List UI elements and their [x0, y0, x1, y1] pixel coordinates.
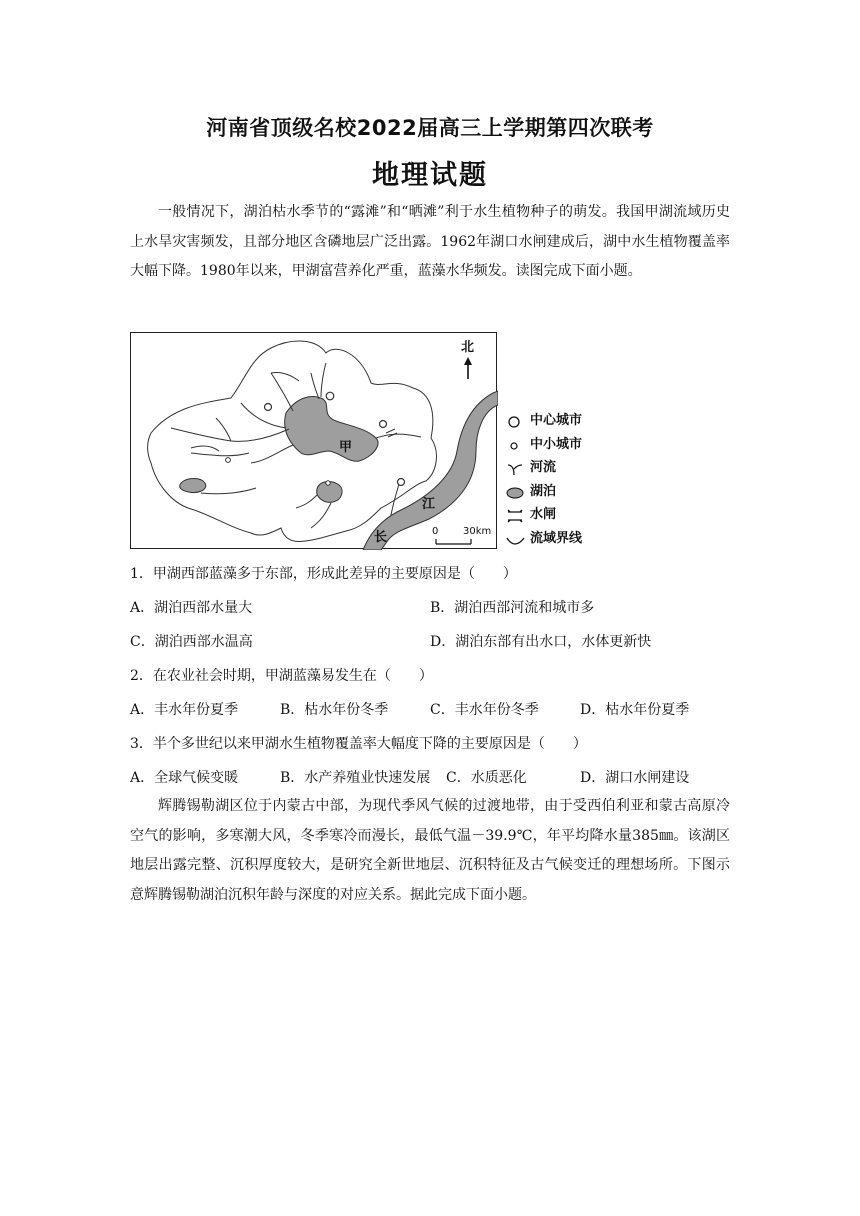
river-7 — [311, 373, 319, 399]
legend-item — [506, 483, 616, 507]
question-2-option-d: D．枯水年份夏季 — [580, 702, 690, 718]
scale-label: 30km — [463, 526, 492, 537]
river-6 — [271, 373, 293, 411]
sluice — [386, 429, 397, 437]
river-4 — [241, 403, 286, 428]
central-city — [265, 404, 272, 411]
legend-item — [506, 506, 616, 530]
question-1-option-c: C．湖泊西部水温高 — [130, 634, 253, 650]
central-city — [398, 479, 405, 486]
exam-title: 河南省顶级名校2022届高三上学期第四次联考 — [206, 116, 654, 140]
legend-label: 中小城市 — [530, 436, 583, 452]
legend-label: 河流 — [530, 460, 557, 475]
north-arrowhead — [464, 357, 472, 365]
lake-label: 甲 — [339, 440, 353, 455]
small-city — [326, 481, 330, 485]
river-label-jiang: 江 — [422, 497, 436, 512]
small-circle-icon — [506, 438, 526, 454]
sluice-icon — [506, 508, 526, 524]
river-8 — [321, 363, 326, 397]
question-2-option-c: C．丰水年份冬季 — [430, 702, 539, 718]
question-1-option-d: D．湖泊东部有出水口，水体更新快 — [430, 634, 652, 650]
river-2 — [191, 453, 249, 456]
legend-label: 中心城市 — [530, 413, 583, 428]
lake-basin-map — [130, 332, 497, 549]
river-label-chang: 长 — [374, 530, 388, 545]
river-icon — [506, 461, 526, 477]
lake-west — [180, 479, 206, 493]
question-1-stem: 1．甲湖西部蓝藻多于东部，形成此差异的主要原因是（ ） — [130, 566, 517, 582]
river-3 — [216, 418, 231, 441]
question-1-option-a: A．湖泊西部水量大 — [130, 600, 253, 616]
question-2-stem: 2．在农业社会时期，甲湖蓝藻易发生在（ ） — [130, 668, 433, 684]
large-circle-icon — [506, 414, 526, 430]
legend-item — [506, 412, 616, 436]
river-10 — [296, 495, 317, 508]
map-drawing — [131, 333, 498, 550]
north-label: 北 — [461, 340, 475, 355]
central-city — [326, 392, 334, 400]
river-11 — [311, 503, 331, 528]
river-13 — [376, 434, 421, 438]
river-5 — [251, 445, 293, 463]
question-1-option-b: B．湖泊西部河流和城市多 — [430, 600, 595, 616]
legend-label: 湖泊 — [530, 483, 557, 499]
question-3-option-a: A．全球气候变暖 — [130, 770, 239, 786]
small-city — [226, 458, 231, 463]
question-3-stem: 3．半个多世纪以来甲湖水生植物覆盖率大幅度下降的主要原因是（ ） — [130, 736, 587, 752]
basin-boundary-icon — [506, 532, 526, 548]
subject-title: 地理试题 — [372, 160, 488, 191]
question-2-option-b: B．枯水年份冬季 — [280, 702, 389, 718]
passage-second: 辉腾锡勒湖区位于内蒙古中部，为现代季风气候的过渡地带，由于受西伯利亚和蒙古高原冷空气的影响，多寒潮大风，冬季寒冷而漫长，最低气温－39.9℃，年平均降水量385㎜。该湖区地层出露完整、沉积厚度较大，是研究全新世地层、沉积特征及古气候变迁的理想场所。下图示意辉腾锡勒湖泊沉积年龄与深度的对应关系。据此完成下面小题。 — [130, 798, 730, 903]
river-9 — [201, 488, 256, 494]
legend-label: 水闸 — [530, 507, 557, 522]
question-3-option-d: D．湖口水闸建设 — [580, 770, 690, 786]
lake-icon — [506, 485, 526, 501]
map-legend — [506, 412, 616, 553]
legend-item — [506, 436, 616, 460]
passage-intro: 一般情况下，湖泊枯水季节的“露滩”和“晒滩”利于水生植物种子的萌发。我国甲湖流域历史上水旱灾害频发，且部分地区含磷地层广泛出露。1962年湖口水闸建成后，湖中水生植物覆盖率大幅下降。1980年以来，甲湖富营养化严重，蓝藻水华频发。读图完成下面小题。 — [130, 204, 730, 279]
question-3-option-b: B．水产养殖业快速发展 — [280, 770, 431, 786]
river-15 — [191, 446, 219, 451]
legend-item — [506, 459, 616, 483]
legend-item — [506, 530, 616, 554]
central-city — [380, 421, 387, 428]
question-2-option-a: A．丰水年份夏季 — [130, 702, 239, 718]
lake-jia — [285, 397, 378, 462]
legend-label: 流域界线 — [530, 530, 583, 546]
scale-zero: 0 — [432, 526, 439, 537]
question-3-option-c: C．水质恶化 — [446, 770, 527, 786]
